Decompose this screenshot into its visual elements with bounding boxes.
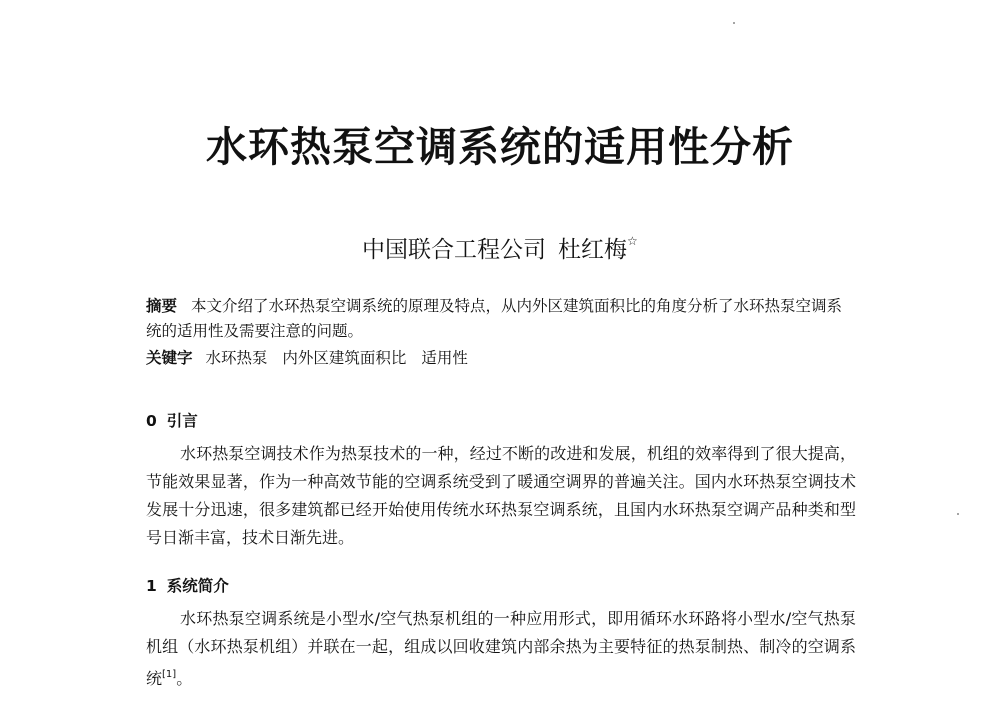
author-name: 杜红梅	[558, 237, 627, 263]
keyword: 水环热泵	[205, 349, 268, 367]
section-paragraph	[146, 605, 856, 693]
scan-speck	[957, 513, 959, 515]
keywords	[146, 346, 478, 371]
author-footnote-mark: ☆	[627, 234, 638, 248]
section-title: 引言	[166, 412, 198, 430]
keyword: 适用性	[421, 349, 468, 367]
abstract-label: 摘要	[146, 297, 178, 315]
author-line	[362, 226, 638, 265]
citation-reference: [1]	[162, 669, 177, 680]
keyword: 内外区建筑面积比	[282, 349, 407, 367]
abstract	[146, 294, 856, 344]
author-affiliation: 中国联合工程公司	[362, 237, 546, 263]
paper-title: 水环热泵空调系统的适用性分析	[206, 123, 794, 171]
section-number: 1	[146, 577, 157, 595]
section-paragraph: 水环热泵空调技术作为热泵技术的一种，经过不断的改进和发展，机组的效率得到了很大提高，节能效果显著，作为一种高效节能的空调系统受到了暖通空调界的普遍关注。国内水环热泵空调技术发展十分迅速，很多建筑都已经开始使用传统水环热泵空调系统，且国内水环热泵空调产品种类和型号日渐丰富，技术日渐先进。	[146, 444, 856, 547]
section-heading	[146, 409, 198, 433]
keywords-label: 关键字	[146, 349, 193, 367]
scan-speck	[733, 22, 735, 24]
paragraph-text: 水环热泵空调系统是小型水/空气热泵机组的一种应用形式，即用循环水环路将小型水/空气热泵机组（水环热泵机组）并联在一起，组成以回收建筑内部余热为主要特征的热泵制热、制冷的空调系统	[146, 609, 856, 688]
paragraph-end: 。	[176, 669, 193, 688]
section-heading	[146, 574, 229, 598]
section-number: 0	[146, 412, 157, 430]
abstract-text: 本文介绍了水环热泵空调系统的原理及特点，从内外区建筑面积比的角度分析了水环热泵空调系统的适用性及需要注意的问题。	[146, 297, 843, 340]
section-title: 系统简介	[166, 577, 229, 595]
